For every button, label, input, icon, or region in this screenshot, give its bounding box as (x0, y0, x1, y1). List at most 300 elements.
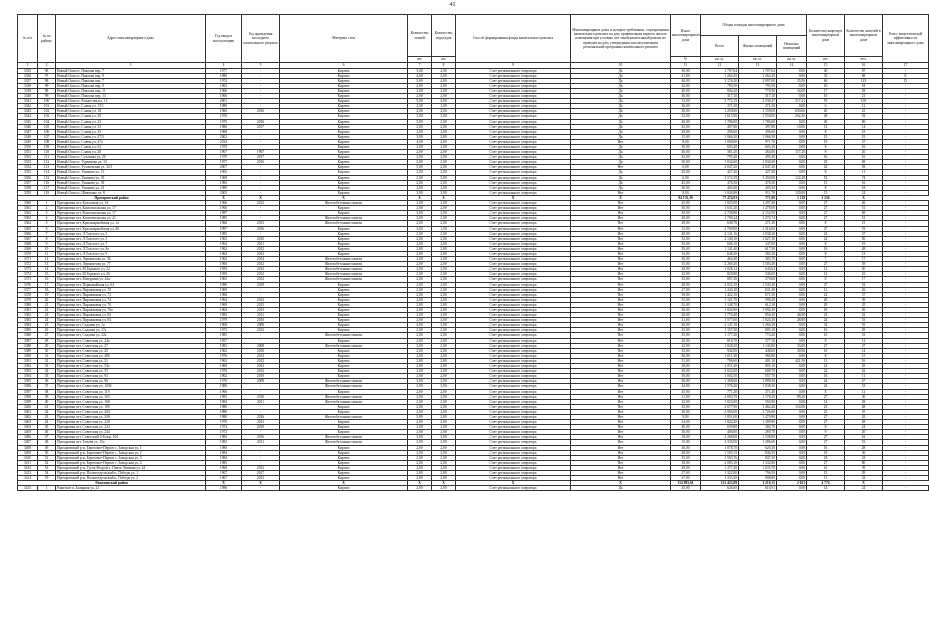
table-cell: 1974 (206, 425, 242, 430)
header-n: № п/п (18, 15, 38, 63)
table-cell: 26 (845, 287, 883, 292)
table-cell: - (242, 455, 280, 460)
table-cell: 1970 (206, 155, 242, 160)
table-cell: 15,00 (671, 440, 701, 445)
table-cell: 2,00 (432, 94, 456, 99)
table-cell: 2,00 (408, 308, 432, 313)
table-cell: 2012 (242, 328, 280, 333)
table-cell: 269,70 (739, 430, 777, 435)
table-cell: Да (571, 160, 671, 165)
table-cell: Кирпич (280, 175, 408, 180)
table-cell: 0,00 (777, 282, 807, 287)
table-cell: Новый Оскол г, Славы ул, 18 (56, 109, 206, 114)
table-cell: 115 (38, 175, 56, 180)
table-cell: 41,00 (671, 73, 701, 78)
table-cell: 35 (38, 374, 56, 379)
table-cell: 27,00 (671, 287, 701, 292)
table-cell: 2,00 (408, 409, 432, 414)
table-cell: 2012 (242, 297, 280, 302)
table-cell: 371,30 (701, 104, 739, 109)
table-cell: 2 140,10 (701, 236, 739, 241)
table-cell: Нет (571, 384, 671, 389)
table-cell: 382,20 (739, 251, 777, 256)
table-cell: 27 (807, 226, 845, 231)
table-cell: Е (883, 73, 929, 78)
table-cell: - (242, 145, 280, 150)
table-cell: 18 (845, 83, 883, 88)
district-cell: X (571, 195, 671, 200)
table-cell: 8 (38, 236, 56, 241)
table-cell: 2,00 (408, 420, 432, 425)
table-cell: 2,00 (432, 231, 456, 236)
table-cell: Счет регионального оператора (456, 241, 571, 246)
table-cell: Новый Оскол г, Павлова пер, 11 (56, 88, 206, 93)
table-cell: 2,00 (432, 430, 456, 435)
table-cell: 27 (807, 440, 845, 445)
table-cell: 2008 (242, 323, 280, 328)
table-cell: 2,00 (432, 394, 456, 399)
table-cell: 33 (38, 364, 56, 369)
table-cell: - (883, 379, 929, 384)
table-cell: 28,80 (777, 318, 807, 323)
table-cell: - (883, 318, 929, 323)
table-cell: - (883, 145, 929, 150)
table-cell: 36,00 (671, 379, 701, 384)
table-cell: - (242, 165, 280, 170)
table-cell: 21 (38, 302, 56, 307)
table-cell: 8 (807, 389, 845, 394)
table-cell: 1976 (206, 353, 242, 358)
table-cell: 2,00 (432, 221, 456, 226)
table-cell: 1970 (206, 119, 242, 124)
table-cell: 30,00 (671, 211, 701, 216)
table-cell: 1 631,20 (701, 206, 739, 211)
table-cell: 3,00 (408, 343, 432, 348)
table-cell: Нет (571, 216, 671, 221)
table-cell: Счет регионального оператора (456, 455, 571, 460)
table-cell: 1,00 (432, 226, 456, 231)
table-cell: Кирпич (280, 486, 408, 491)
table-cell: Железобетонные панели (280, 394, 408, 399)
column-number: 17 (883, 63, 929, 69)
table-cell: Прохоровка пгт, Советская ул, 224 (56, 425, 206, 430)
district-cell: X (432, 481, 456, 486)
table-cell: 2,00 (408, 292, 432, 297)
table-cell: Кирпич (280, 150, 408, 155)
table-cell: 32 (807, 323, 845, 328)
table-cell: Нет (571, 190, 671, 195)
table-cell: Кирпич (280, 364, 408, 369)
table-cell: 2,00 (432, 460, 456, 465)
table-cell: - (883, 465, 929, 470)
table-cell: - (883, 338, 929, 343)
table-cell: Счет регионального оператора (456, 425, 571, 430)
table-cell: 15 (807, 190, 845, 195)
table-cell: Кирпич (280, 328, 408, 333)
table-cell: - (242, 134, 280, 139)
table-cell: 2,00 (432, 185, 456, 190)
table-cell: - (883, 287, 929, 292)
table-cell: Нет (571, 343, 671, 348)
table-cell: Нет (571, 364, 671, 369)
table-cell: 2014 (206, 139, 242, 144)
table-cell: 1 332,80 (739, 460, 777, 465)
table-cell: 27 (807, 420, 845, 425)
table-cell: 96 (38, 68, 56, 73)
table-cell: 31,00 (671, 358, 701, 363)
table-cell: 1964 (206, 241, 242, 246)
table-cell: - (883, 471, 929, 476)
table-cell: 1985 (206, 313, 242, 318)
table-cell: 8 (807, 241, 845, 246)
table-cell: 3,00 (408, 379, 432, 384)
table-cell: 3370 (18, 251, 38, 256)
table-cell: 2,00 (432, 88, 456, 93)
table-cell: 1986 (206, 282, 242, 287)
table-cell: 18 (807, 450, 845, 455)
table-cell: 3354 (18, 165, 38, 170)
table-cell: - (883, 389, 929, 394)
table-cell: 24 (807, 236, 845, 241)
table-cell: 36,00 (671, 104, 701, 109)
table-cell: Нет (571, 323, 671, 328)
table-cell: Счет регионального оператора (456, 139, 571, 144)
table-cell: Нет (571, 425, 671, 430)
table-cell: 3359 (18, 190, 38, 195)
table-cell: 2012 (242, 358, 280, 363)
table-cell: 2,00 (408, 460, 432, 465)
table-cell: - (883, 170, 929, 175)
table-cell: 347,00 (739, 241, 777, 246)
table-cell: 1979 (206, 318, 242, 323)
table-cell: 15 (807, 134, 845, 139)
table-cell: - (242, 114, 280, 119)
table-cell: 22 (807, 364, 845, 369)
table-cell: - (883, 180, 929, 185)
table-cell: 33 (845, 455, 883, 460)
header-bank-col: Многоквартирные дома, в которых требования, о прекращения капитального ремонта на дату приватизации первого жилого помещения при условии, что такой капитальный ремонт не проведен на дату утверждения или актуализации региональной программы капитального ремонта (571, 15, 671, 63)
table-cell: Прохоровка пгт, М.Горького ул, 26 (56, 272, 206, 277)
table-cell: 0,00 (777, 134, 807, 139)
table-cell: - (883, 124, 929, 129)
table-cell: 1972 (206, 430, 242, 435)
table-cell: 15 (38, 272, 56, 277)
table-cell: 1 297,40 (739, 201, 777, 206)
table-cell: Кирпич (280, 297, 408, 302)
table-cell: - (883, 165, 929, 170)
table-cell: 27 (807, 282, 845, 287)
table-cell: Прохоровка пгт, Советская ул, 208 (56, 414, 206, 419)
table-cell: 847,30 (739, 455, 777, 460)
table-cell: Да (571, 68, 671, 73)
table-cell: 1 824,20 (701, 420, 739, 425)
table-cell: 2,00 (432, 267, 456, 272)
table-cell: 0,00 (777, 476, 807, 481)
table-cell: 2,00 (408, 455, 432, 460)
table-cell: 2017 (242, 155, 280, 160)
header-entrances: Количество подъездов (432, 15, 456, 57)
table-cell: Счет регионального оператора (456, 251, 571, 256)
table-cell: 2 003,70 (701, 394, 739, 399)
table-cell: 774,20 (739, 333, 777, 338)
table-cell: 1968 (206, 323, 242, 328)
table-cell: 1 776,40 (701, 313, 739, 318)
table-cell: - (883, 486, 929, 491)
table-cell: 11 (845, 170, 883, 175)
table-cell: 0,00 (777, 364, 807, 369)
table-cell: 2,00 (432, 292, 456, 297)
table-cell: 1985 (206, 394, 242, 399)
housing-registry-table (17, 14, 929, 491)
table-cell: Железобетонные панели (280, 379, 408, 384)
table-cell: 3365 (18, 226, 38, 231)
table-cell: 11 (845, 374, 883, 379)
table-cell: - (883, 425, 929, 430)
table-cell: 3349 (18, 139, 38, 144)
table-cell: 1985 (206, 333, 242, 338)
table-cell: 0,00 (777, 155, 807, 160)
table-cell: Нет (571, 338, 671, 343)
table-cell: Да (571, 155, 671, 160)
table-cell: 557,70 (739, 374, 777, 379)
table-cell: 377,10 (739, 338, 777, 343)
table-cell: 1970 (206, 114, 242, 119)
table-cell: 31 (845, 333, 883, 338)
table-cell: 3341 (18, 99, 38, 104)
table-cell: 2,00 (432, 272, 456, 277)
table-cell: 0,00 (777, 251, 807, 256)
table-cell: 2 011,20 (701, 364, 739, 369)
table-cell: 2,00 (408, 297, 432, 302)
table-cell: 1 577,60 (701, 318, 739, 323)
table-cell: - (242, 170, 280, 175)
table-cell: 40,00 (671, 119, 701, 124)
table-cell: Кирпич (280, 73, 408, 78)
table-cell: 2,00 (408, 358, 432, 363)
table-cell: Счет регионального оператора (456, 389, 571, 394)
table-cell: Кирпич (280, 425, 408, 430)
table-cell: Новый Оскол г, Славы ул, 20 (56, 114, 206, 119)
table-cell: 971,70 (739, 139, 777, 144)
table-cell: 116 (38, 180, 56, 185)
table-cell: 1 177,20 (701, 333, 739, 338)
table-cell: Кирпич (280, 180, 408, 185)
table-cell: 2011 (242, 420, 280, 425)
table-cell: 2,00 (408, 83, 432, 88)
table-cell: 406,80 (701, 430, 739, 435)
table-cell: 1967 (242, 150, 280, 155)
table-cell: Прохоровка пгт, Садовая ул, 22а (56, 333, 206, 338)
table-cell: 2019 (242, 374, 280, 379)
table-cell: Счет регионального оператора (456, 145, 571, 150)
table-cell: 40 (38, 399, 56, 404)
column-number: 11 (671, 63, 701, 69)
table-cell: 0,00 (777, 328, 807, 333)
table-cell: - (883, 292, 929, 297)
table-cell: - (883, 384, 929, 389)
table-cell: Счет регионального оператора (456, 134, 571, 139)
table-cell: 448,60 (739, 348, 777, 353)
table-cell: Нет (571, 409, 671, 414)
table-cell: Да (571, 180, 671, 185)
table-cell: 2,00 (432, 358, 456, 363)
table-cell: 114,00 (777, 404, 807, 409)
table-cell: 2 047,20 (739, 165, 777, 170)
table-cell: Кирпич (280, 450, 408, 455)
table-cell: - (883, 343, 929, 348)
table-cell: 29,00 (671, 465, 701, 470)
table-cell: 3,00 (408, 114, 432, 119)
table-cell: 35,00 (671, 241, 701, 246)
table-cell: 3346 (18, 124, 38, 129)
table-cell: 1 322,80 (701, 471, 739, 476)
header-residents: Количество жителей в многоквартирном доме (845, 15, 883, 57)
table-cell: Кирпич (280, 460, 408, 465)
table-cell: Счет регионального оператора (456, 124, 571, 129)
table-cell: 16 (807, 83, 845, 88)
table-cell: 2,00 (408, 246, 432, 251)
table-cell: 1969 (206, 175, 242, 180)
table-cell: - (883, 139, 929, 144)
district-cell: X (206, 481, 242, 486)
table-cell: 98 (38, 88, 56, 93)
table-cell: 2,00 (432, 251, 456, 256)
table-cell: 22 (38, 308, 56, 313)
table-cell: 18,00 (671, 435, 701, 440)
table-cell: 28,00 (671, 364, 701, 369)
table-cell: 28,00 (671, 257, 701, 262)
table-cell: Счет регионального оператора (456, 155, 571, 160)
unit-floors: шт. (408, 57, 432, 63)
table-cell: 384,70 (739, 425, 777, 430)
table-cell: 1 143,80 (739, 343, 777, 348)
table-cell: Новый Оскол г, Славы ул, 45 (56, 129, 206, 134)
table-cell: 3356 (18, 175, 38, 180)
table-cell: Кирпич (280, 358, 408, 363)
table-cell: 2,00 (408, 94, 432, 99)
table-cell: 2,00 (432, 216, 456, 221)
table-cell: 2 022,60 (701, 369, 739, 374)
table-cell: 55 (845, 409, 883, 414)
table-cell: Счет регионального оператора (456, 257, 571, 262)
table-cell: Счет регионального оператора (456, 226, 571, 231)
table-cell: 3376 (18, 282, 38, 287)
table-cell: 1 262,45 (701, 73, 739, 78)
table-cell: 808,80 (739, 476, 777, 481)
column-number: 10 (571, 63, 671, 69)
table-cell: 693,10 (739, 328, 777, 333)
table-cell: 1985 (206, 231, 242, 236)
table-cell: - (883, 302, 929, 307)
table-cell: 2,00 (408, 175, 432, 180)
table-cell: Железобетонные панели (280, 201, 408, 206)
table-cell: 10,00 (777, 124, 807, 129)
table-cell: 2,00 (432, 73, 456, 78)
table-cell: 19 (845, 241, 883, 246)
table-cell: 3415 (18, 486, 38, 491)
table-cell: - (883, 272, 929, 277)
table-cell: Новый Оскол г, Павлова пер, 7 (56, 68, 206, 73)
table-cell: Ракитное п, Базарная ул, 21 (56, 486, 206, 491)
table-cell: Счет регионального оператора (456, 440, 571, 445)
table-cell: 16 (807, 333, 845, 338)
table-cell: 24 (807, 379, 845, 384)
table-cell: 2012 (242, 465, 280, 470)
table-cell: - (242, 430, 280, 435)
table-cell: Да (571, 94, 671, 99)
table-cell: Прохоровка пгт, Советская ул, 204 (56, 409, 206, 414)
table-cell: 27 (807, 435, 845, 440)
table-cell: Счет регионального оператора (456, 277, 571, 282)
table-cell: 22,00 (671, 83, 701, 88)
table-cell: 8 (807, 129, 845, 134)
table-cell: 4,00 (432, 78, 456, 83)
table-cell: Нет (571, 404, 671, 409)
table-cell: 56 (845, 308, 883, 313)
table-cell: 20,00 (671, 338, 701, 343)
table-cell: 21 (845, 94, 883, 99)
table-cell: 22 (807, 292, 845, 297)
header-wall-material: Материал стен (280, 15, 408, 63)
table-cell: 2,00 (432, 124, 456, 129)
table-cell: 2,00 (408, 445, 432, 450)
table-cell: 0,00 (777, 297, 807, 302)
table-cell: Новый Оскол г, Шевченко ул, 8 (56, 190, 206, 195)
table-cell: Кирпич (280, 302, 408, 307)
table-cell: Нет (571, 282, 671, 287)
table-cell: 795,40 (701, 155, 739, 160)
table-cell: 0,00 (777, 425, 807, 430)
table-cell: 4,00 (408, 73, 432, 78)
table-cell: - (883, 277, 929, 282)
table-cell: 2008 (242, 343, 280, 348)
table-cell: 584,80 (739, 353, 777, 358)
table-cell: 1957 (206, 338, 242, 343)
table-cell: - (883, 409, 929, 414)
table-cell: Да (571, 150, 671, 155)
table-cell: 2,00 (408, 155, 432, 160)
table-cell: Кирпич (280, 170, 408, 175)
table-cell: 48 (807, 114, 845, 119)
unit-residents: чел. (845, 57, 883, 63)
table-cell: Новый Оскол г, Славы ул, 63 (56, 145, 206, 150)
table-cell: 1977 (206, 68, 242, 73)
table-cell: - (883, 328, 929, 333)
table-cell: 1 148,70 (701, 302, 739, 307)
table-cell: 3344 (18, 114, 38, 119)
table-cell: 16 (807, 465, 845, 470)
table-cell: 43,00 (671, 124, 701, 129)
table-cell: Счет регионального оператора (456, 114, 571, 119)
table-cell: 0,00 (777, 302, 807, 307)
table-cell: 15 (807, 471, 845, 476)
table-cell: 3393 (18, 369, 38, 374)
table-cell: 3361 (18, 206, 38, 211)
table-cell: Нет (571, 221, 671, 226)
table-cell: 0,00 (777, 287, 807, 292)
table-cell: Прохоровка пгт, Советская ул, 119 (56, 389, 206, 394)
table-cell: 30 (845, 267, 883, 272)
table-cell: - (883, 88, 929, 93)
table-cell: 24 (845, 486, 883, 491)
table-cell: 0,00 (777, 83, 807, 88)
table-cell: 606,10 (701, 241, 739, 246)
table-cell: 407,80 (701, 124, 739, 129)
table-cell: 2,00 (408, 145, 432, 150)
table-cell: Прохоровка пгт, Советская ул, 93 (56, 374, 206, 379)
table-cell: - (883, 450, 929, 455)
table-cell: 4,00 (408, 139, 432, 144)
